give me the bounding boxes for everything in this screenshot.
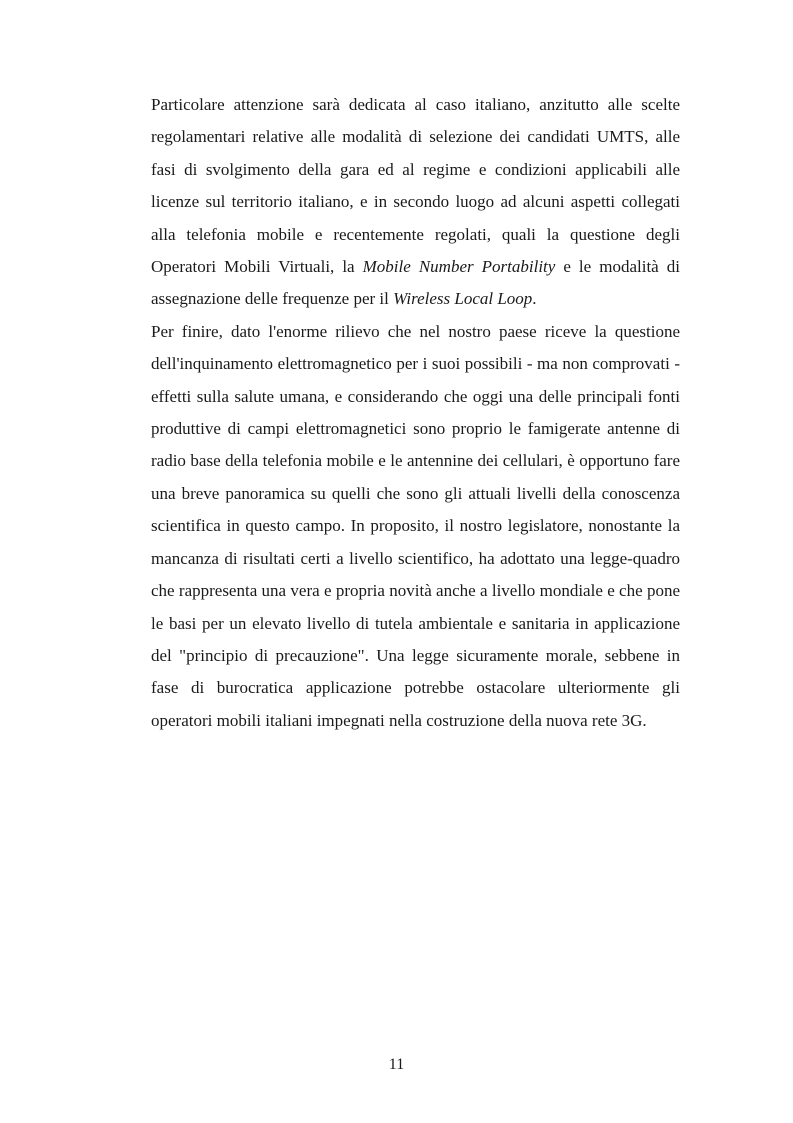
paragraph-2: Per finire, dato l'enorme rilievo che nel nostro paese riceve la questione dell'inquinamento elettromagnetico per i suoi possibili - ma non comprovati - effetti sulla salute umana, e considerando che oggi una delle principali fonti produttive di campi elettromagnetici sono proprio le famigerate antenne di radio base della telefonia mobile e le antennine dei cellulari, è opportuno fare una breve panoramica su quelli che sono gli attuali livelli della conoscenza scientifica in questo campo. In proposito, il nostro legislatore, nonostante la mancanza di risultati certi a livello scientifico, ha adottato una legge-quadro che rappresenta una vera e propria novità anche a livello mondiale e che pone le basi per un elevato livello di tutela ambientale e sanitaria in applicazione del "principio di precauzione". Una legge sicuramente morale, sebbene in fase di burocratica applicazione potrebbe ostacolare ulteriormente gli operatori mobili italiani impegnati nella costruzione della nuova rete 3G. (151, 321, 680, 730)
body-text (151, 89, 680, 737)
paragraph-1-text-b: e le modalità di assegnazione delle frequenze per il (151, 257, 680, 309)
page-number: 11 (388, 1056, 405, 1073)
term-mobile-number-portability: Mobile Number Portability (362, 257, 556, 277)
paragraph-1-text-a: Particolare attenzione sarà dedicata al caso italiano, anzitutto alle scelte regolamentari relative alle modalità di selezione dei candidati UMTS, alle fasi di svolgimento della gara ed al regime e condizioni applicabili alle licenze sul territorio italiano, e in secondo luogo ad alcuni aspetti collegati alla telefonia mobile e recentemente regolati, quali la questione degli Operatori Mobili Virtuali, la (151, 95, 680, 277)
paragraph-1 (151, 89, 680, 316)
paragraph-1-text-c: . (532, 289, 537, 309)
term-wireless-local-loop: Wireless Local Loop (393, 289, 533, 309)
